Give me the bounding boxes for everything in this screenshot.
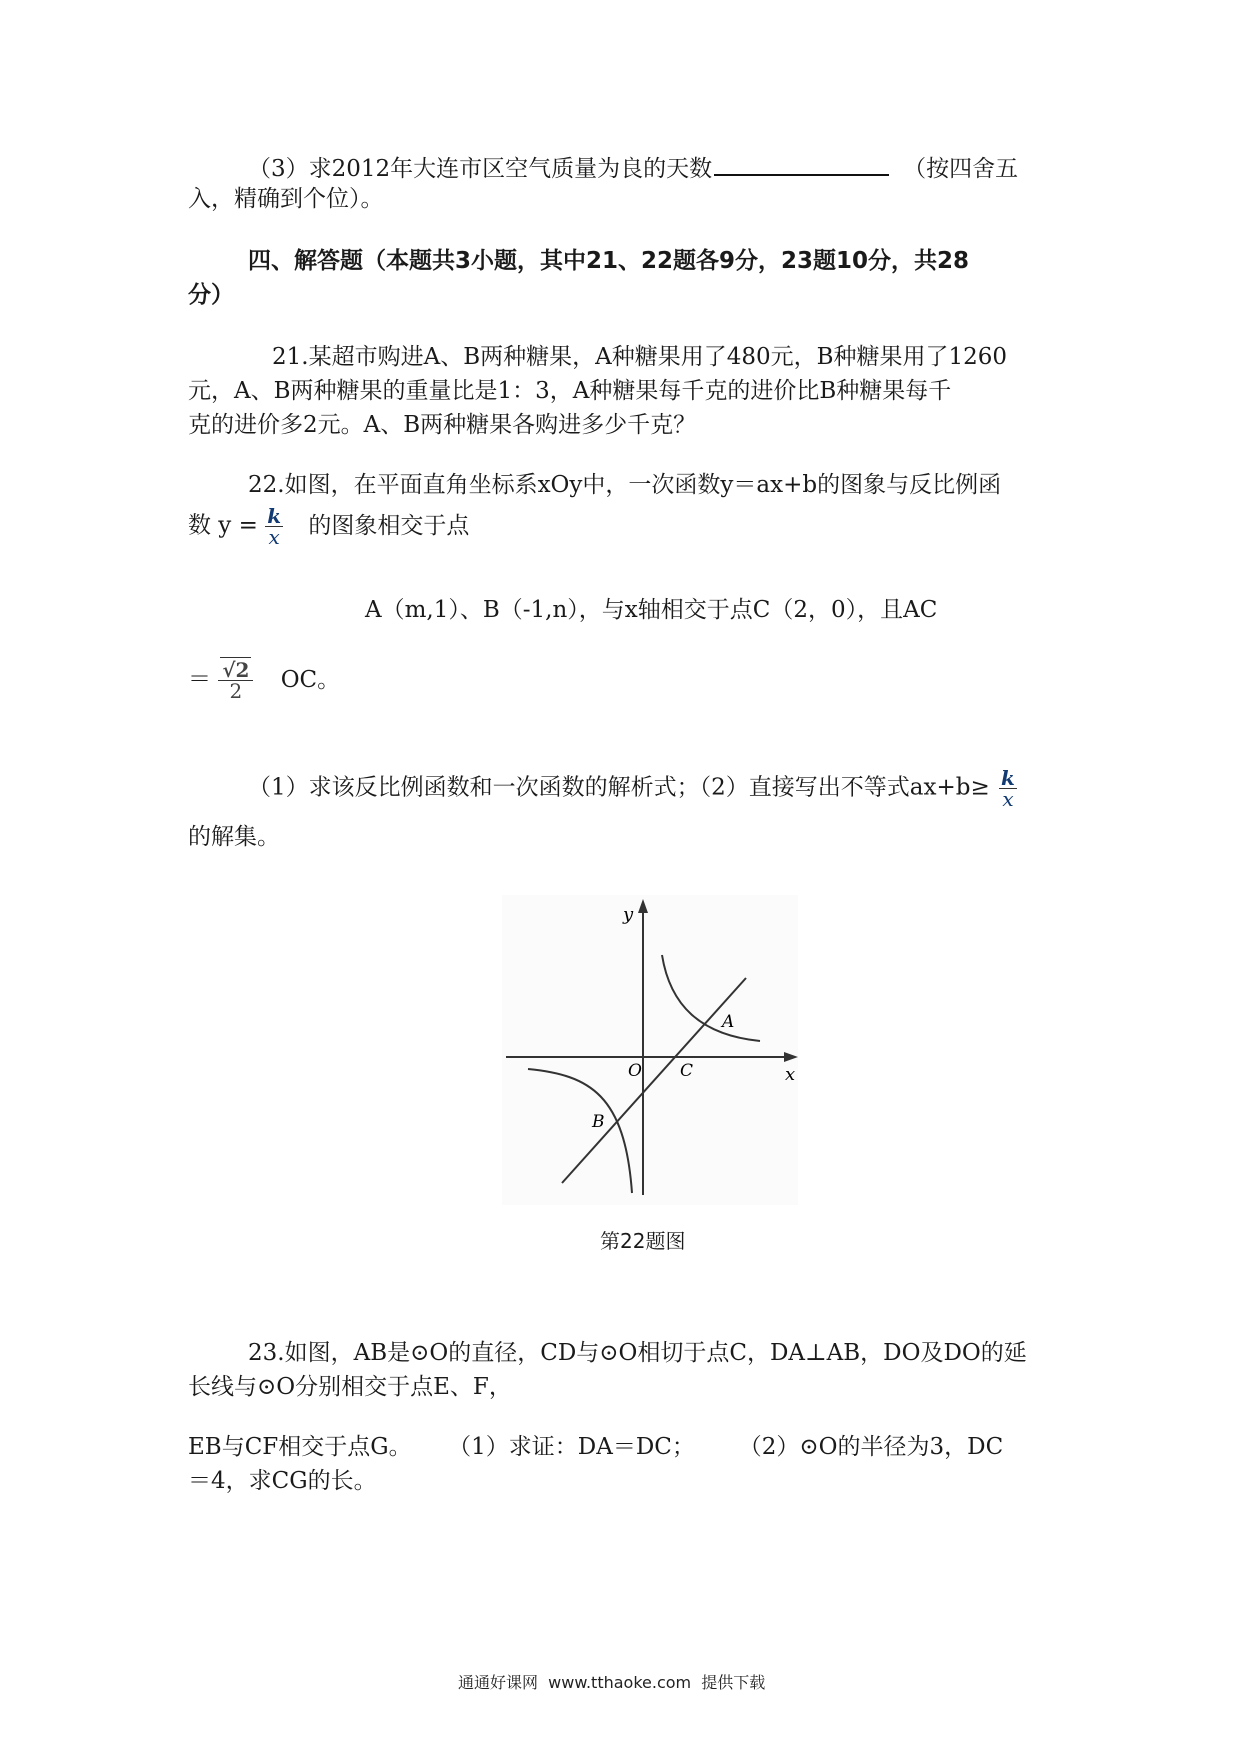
q22-figure: [500, 895, 800, 1205]
q22-line1: 22.如图，在平面直角坐标系xOy中，一次函数y＝ax+b的图象与反比例函: [248, 472, 1002, 498]
page-footer: 通通好课网 www.tthaoke.com 提供下载: [458, 1673, 766, 1692]
q22-line5-pre: （1）求该反比例函数和一次函数的解析式；（2）直接写出不等式ax+b≥: [248, 774, 990, 801]
q21-line1: 21.某超市购进A、B两种糖果，A种糖果用了480元，B种糖果用了1260: [272, 344, 1008, 370]
q23-line3: EB与CF相交于点G。 （1）求证：DA＝DC； （2）⊙O的半径为3，DC: [188, 1434, 1004, 1460]
q21-line2: 元，A、B两种糖果的重量比是1：3，A种糖果每千克的进价比B种糖果每千: [188, 378, 952, 404]
q20-part3-after: （按四舍五: [903, 156, 1019, 182]
fraction-sqrt2-over-2: [218, 660, 253, 701]
section4-heading: 四、解答题（本题共3小题，其中21、22题各9分，23题10分，共28: [248, 248, 970, 274]
q22-line3: A（m,1）、B（-1,n），与x轴相交于点C（2，0），且AC: [365, 597, 938, 623]
q23-line2: 长线与⊙O分别相交于点E、F，: [188, 1374, 512, 1400]
label-x: x: [785, 1064, 796, 1085]
q22-line5: [248, 768, 1017, 809]
section4-heading-cont: 分）: [188, 282, 234, 308]
q22-line4: [188, 660, 340, 701]
q20-part3-text: （3）求2012年大连市区空气质量为良的天数: [248, 156, 713, 182]
q21-line3: 克的进价多2元。A、B两种糖果各购进多少千克？: [188, 412, 697, 438]
label-c: C: [680, 1061, 694, 1081]
label-y: y: [623, 904, 634, 925]
figure-background: [502, 895, 798, 1205]
label-o: O: [628, 1061, 642, 1081]
frac-numerator: k: [267, 504, 282, 528]
frac-denominator: x: [268, 525, 280, 549]
q22-line6: 的解集。: [188, 824, 280, 850]
sqrt-2: √2: [222, 658, 250, 682]
frac2-numerator: k: [1001, 766, 1015, 790]
frac2-denominator: x: [1002, 787, 1014, 811]
q22-line4-post: OC。: [280, 666, 341, 693]
q20-part3-line1: [248, 150, 1018, 184]
q22-line4-pre: ＝: [188, 666, 211, 693]
q22-line2: [188, 506, 469, 547]
label-a: A: [722, 1012, 735, 1032]
q20-part3-line2: 入，精确到个位）。: [188, 186, 384, 212]
fraction-k-over-x-2: [999, 768, 1017, 809]
frac-denominator-2: 2: [229, 679, 243, 703]
q22-line2-post: 的图象相交于点: [308, 512, 470, 539]
frac-sqrt-numerator: [218, 660, 253, 681]
q22-line2-pre: 数 y =: [188, 512, 258, 539]
q23-line4: ＝4，求CG的长。: [188, 1468, 377, 1494]
q23-line1: 23.如图，AB是⊙O的直径，CD与⊙O相切于点C，DA⊥AB，DO及DO的延: [248, 1340, 1027, 1366]
fraction-k-over-x: [265, 506, 283, 547]
label-b: B: [592, 1112, 605, 1132]
answer-blank: [714, 150, 889, 176]
figure-caption: 第22题图: [600, 1229, 686, 1253]
